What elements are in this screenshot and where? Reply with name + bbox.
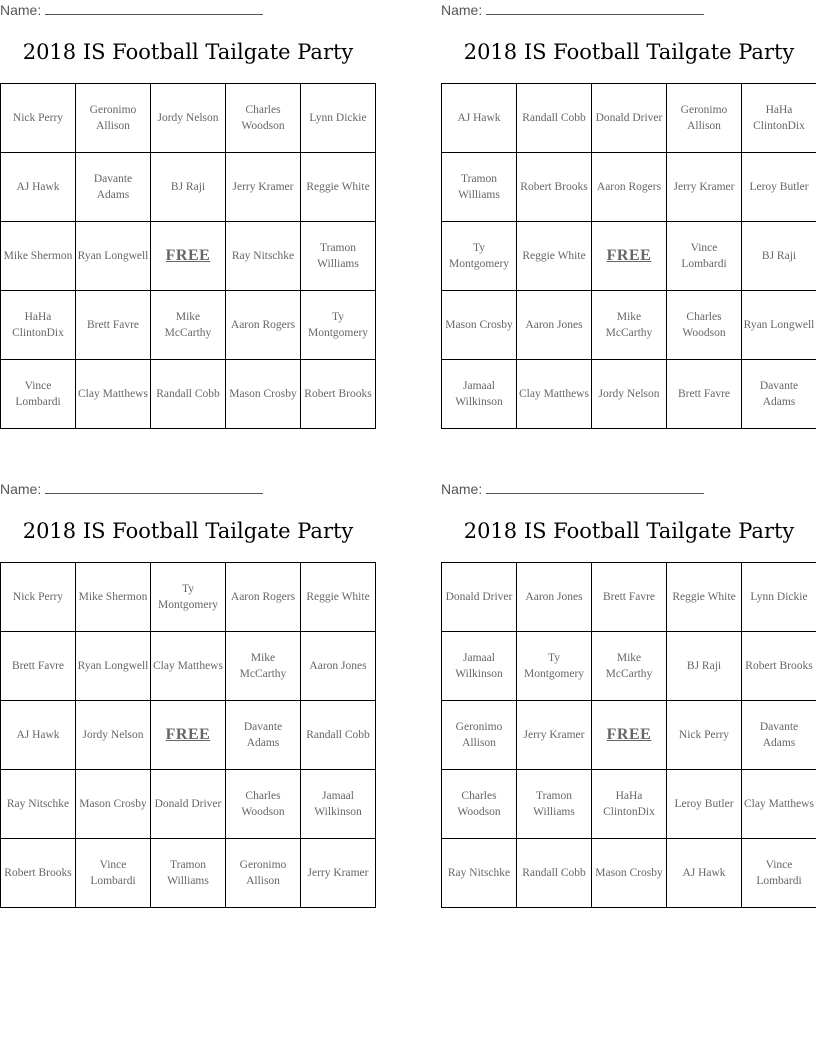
bingo-cell: Nick Perry bbox=[1, 84, 76, 153]
bingo-cell: Reggie White bbox=[667, 563, 742, 632]
bingo-cell: Charles Woodson bbox=[667, 291, 742, 360]
bingo-cell: Robert Brooks bbox=[742, 632, 816, 701]
bingo-row bbox=[1, 839, 376, 908]
name-label: Name: bbox=[0, 481, 42, 497]
name-blank[interactable] bbox=[486, 481, 704, 494]
bingo-cell: Vince Lombardi bbox=[667, 222, 742, 291]
bingo-cell: Jordy Nelson bbox=[76, 701, 151, 770]
bingo-row bbox=[1, 701, 376, 770]
bingo-cell: Robert Brooks bbox=[1, 839, 76, 908]
bingo-cell: Ty Montgomery bbox=[151, 563, 226, 632]
bingo-cell: Davante Adams bbox=[742, 360, 816, 429]
bingo-cell: Randall Cobb bbox=[517, 839, 592, 908]
bingo-cell: Charles Woodson bbox=[226, 770, 301, 839]
bingo-cell: Geronimo Allison bbox=[667, 84, 742, 153]
bingo-cell: Aaron Rogers bbox=[226, 563, 301, 632]
bingo-cell: Ty Montgomery bbox=[517, 632, 592, 701]
bingo-cell: Aaron Rogers bbox=[226, 291, 301, 360]
bingo-cell: Geronimo Allison bbox=[76, 84, 151, 153]
bingo-cell: Tramon Williams bbox=[301, 222, 376, 291]
bingo-cell: Randall Cobb bbox=[301, 701, 376, 770]
bingo-row bbox=[1, 153, 376, 222]
bingo-cell: Ray Nitschke bbox=[442, 839, 517, 908]
bingo-cell: Jamaal Wilkinson bbox=[442, 632, 517, 701]
bingo-cell: Tramon Williams bbox=[151, 839, 226, 908]
bingo-cell: Nick Perry bbox=[1, 563, 76, 632]
bingo-cell: Mike McCarthy bbox=[592, 632, 667, 701]
bingo-grid bbox=[441, 562, 816, 908]
name-label: Name: bbox=[0, 2, 42, 18]
bingo-card bbox=[0, 0, 376, 440]
bingo-cell: Davante Adams bbox=[742, 701, 816, 770]
bingo-cell: Vince Lombardi bbox=[1, 360, 76, 429]
bingo-row bbox=[1, 360, 376, 429]
bingo-card bbox=[441, 479, 816, 919]
bingo-cell: Mike Shermon bbox=[76, 563, 151, 632]
bingo-cell: Vince Lombardi bbox=[76, 839, 151, 908]
free-space: FREE bbox=[592, 701, 667, 770]
bingo-cell: Reggie White bbox=[301, 563, 376, 632]
bingo-cell: Lynn Dickie bbox=[301, 84, 376, 153]
bingo-row bbox=[1, 632, 376, 701]
card-title: 2018 IS Football Tailgate Party bbox=[22, 519, 354, 543]
bingo-row bbox=[442, 770, 816, 839]
bingo-cell: Jerry Kramer bbox=[301, 839, 376, 908]
bingo-cell: Ryan Longwell bbox=[742, 291, 816, 360]
bingo-cell: Jerry Kramer bbox=[667, 153, 742, 222]
bingo-cell: Ray Nitschke bbox=[1, 770, 76, 839]
bingo-cell: Jordy Nelson bbox=[151, 84, 226, 153]
name-blank[interactable] bbox=[486, 2, 704, 15]
bingo-cell: Aaron Jones bbox=[517, 563, 592, 632]
bingo-cell: HaHa ClintonDix bbox=[592, 770, 667, 839]
bingo-cell: AJ Hawk bbox=[1, 701, 76, 770]
name-line bbox=[0, 2, 263, 18]
bingo-cell: Davante Adams bbox=[76, 153, 151, 222]
bingo-card bbox=[441, 0, 816, 440]
bingo-cell: Reggie White bbox=[301, 153, 376, 222]
bingo-cell: Ray Nitschke bbox=[226, 222, 301, 291]
bingo-cell: Ty Montgomery bbox=[301, 291, 376, 360]
bingo-cell: Geronimo Allison bbox=[442, 701, 517, 770]
bingo-cell: Reggie White bbox=[517, 222, 592, 291]
free-space: FREE bbox=[151, 222, 226, 291]
bingo-row bbox=[442, 360, 816, 429]
bingo-cell: Clay Matthews bbox=[742, 770, 816, 839]
bingo-cell: Robert Brooks bbox=[517, 153, 592, 222]
bingo-cell: Brett Favre bbox=[592, 563, 667, 632]
bingo-cell: Aaron Rogers bbox=[592, 153, 667, 222]
card-title: 2018 IS Football Tailgate Party bbox=[463, 40, 795, 64]
bingo-cell: Ty Montgomery bbox=[442, 222, 517, 291]
name-line bbox=[0, 481, 263, 497]
bingo-cell: Mike McCarthy bbox=[592, 291, 667, 360]
bingo-cell: Jerry Kramer bbox=[517, 701, 592, 770]
bingo-row bbox=[1, 84, 376, 153]
free-space: FREE bbox=[151, 701, 226, 770]
bingo-cell: Tramon Williams bbox=[442, 153, 517, 222]
name-line bbox=[441, 2, 704, 18]
bingo-cell: Brett Favre bbox=[667, 360, 742, 429]
bingo-row bbox=[442, 153, 816, 222]
bingo-cell: Jamaal Wilkinson bbox=[442, 360, 517, 429]
bingo-cell: Lynn Dickie bbox=[742, 563, 816, 632]
bingo-cell: Aaron Jones bbox=[301, 632, 376, 701]
bingo-cell: Mike McCarthy bbox=[226, 632, 301, 701]
bingo-cell: BJ Raji bbox=[151, 153, 226, 222]
bingo-row bbox=[1, 222, 376, 291]
bingo-cell: Ryan Longwell bbox=[76, 222, 151, 291]
bingo-grid bbox=[0, 562, 376, 908]
bingo-row bbox=[1, 770, 376, 839]
bingo-cell: Aaron Jones bbox=[517, 291, 592, 360]
bingo-grid bbox=[0, 83, 376, 429]
bingo-cell: Nick Perry bbox=[667, 701, 742, 770]
bingo-cell: HaHa ClintonDix bbox=[1, 291, 76, 360]
bingo-row bbox=[442, 291, 816, 360]
bingo-row bbox=[442, 563, 816, 632]
bingo-cell: Donald Driver bbox=[151, 770, 226, 839]
bingo-cell: Brett Favre bbox=[76, 291, 151, 360]
bingo-cell: Donald Driver bbox=[592, 84, 667, 153]
name-line bbox=[441, 481, 704, 497]
bingo-row bbox=[1, 563, 376, 632]
bingo-row bbox=[442, 701, 816, 770]
bingo-cell: Mason Crosby bbox=[442, 291, 517, 360]
bingo-cell: Mike McCarthy bbox=[151, 291, 226, 360]
bingo-cell: Clay Matthews bbox=[151, 632, 226, 701]
name-blank[interactable] bbox=[45, 2, 263, 15]
bingo-cell: Leroy Butler bbox=[667, 770, 742, 839]
bingo-cell: Charles Woodson bbox=[442, 770, 517, 839]
card-title: 2018 IS Football Tailgate Party bbox=[463, 519, 795, 543]
bingo-cell: Mason Crosby bbox=[592, 839, 667, 908]
card-title: 2018 IS Football Tailgate Party bbox=[22, 40, 354, 64]
bingo-cell: Ryan Longwell bbox=[76, 632, 151, 701]
bingo-cell: HaHa ClintonDix bbox=[742, 84, 816, 153]
bingo-cell: AJ Hawk bbox=[667, 839, 742, 908]
bingo-cell: Mason Crosby bbox=[226, 360, 301, 429]
name-label: Name: bbox=[441, 2, 483, 18]
bingo-cell: Charles Woodson bbox=[226, 84, 301, 153]
bingo-card bbox=[0, 479, 376, 919]
bingo-cell: Vince Lombardi bbox=[742, 839, 816, 908]
bingo-cell: Jamaal Wilkinson bbox=[301, 770, 376, 839]
bingo-cell: Clay Matthews bbox=[76, 360, 151, 429]
bingo-cell: Geronimo Allison bbox=[226, 839, 301, 908]
bingo-cell: Tramon Williams bbox=[517, 770, 592, 839]
bingo-cell: Jerry Kramer bbox=[226, 153, 301, 222]
bingo-cell: Donald Driver bbox=[442, 563, 517, 632]
bingo-row bbox=[442, 84, 816, 153]
bingo-row bbox=[442, 222, 816, 291]
bingo-row bbox=[442, 632, 816, 701]
name-label: Name: bbox=[441, 481, 483, 497]
bingo-cell: Jordy Nelson bbox=[592, 360, 667, 429]
bingo-row bbox=[442, 839, 816, 908]
bingo-cell: Brett Favre bbox=[1, 632, 76, 701]
bingo-grid bbox=[441, 83, 816, 429]
bingo-cell: AJ Hawk bbox=[442, 84, 517, 153]
name-blank[interactable] bbox=[45, 481, 263, 494]
bingo-cell: Mason Crosby bbox=[76, 770, 151, 839]
bingo-cell: Randall Cobb bbox=[151, 360, 226, 429]
bingo-cell: BJ Raji bbox=[667, 632, 742, 701]
bingo-cell: Clay Matthews bbox=[517, 360, 592, 429]
free-space: FREE bbox=[592, 222, 667, 291]
bingo-cell: Leroy Butler bbox=[742, 153, 816, 222]
bingo-cell: Mike Shermon bbox=[1, 222, 76, 291]
bingo-cell: Robert Brooks bbox=[301, 360, 376, 429]
bingo-cell: BJ Raji bbox=[742, 222, 816, 291]
bingo-row bbox=[1, 291, 376, 360]
bingo-cell: Davante Adams bbox=[226, 701, 301, 770]
bingo-cell: Randall Cobb bbox=[517, 84, 592, 153]
bingo-cell: AJ Hawk bbox=[1, 153, 76, 222]
